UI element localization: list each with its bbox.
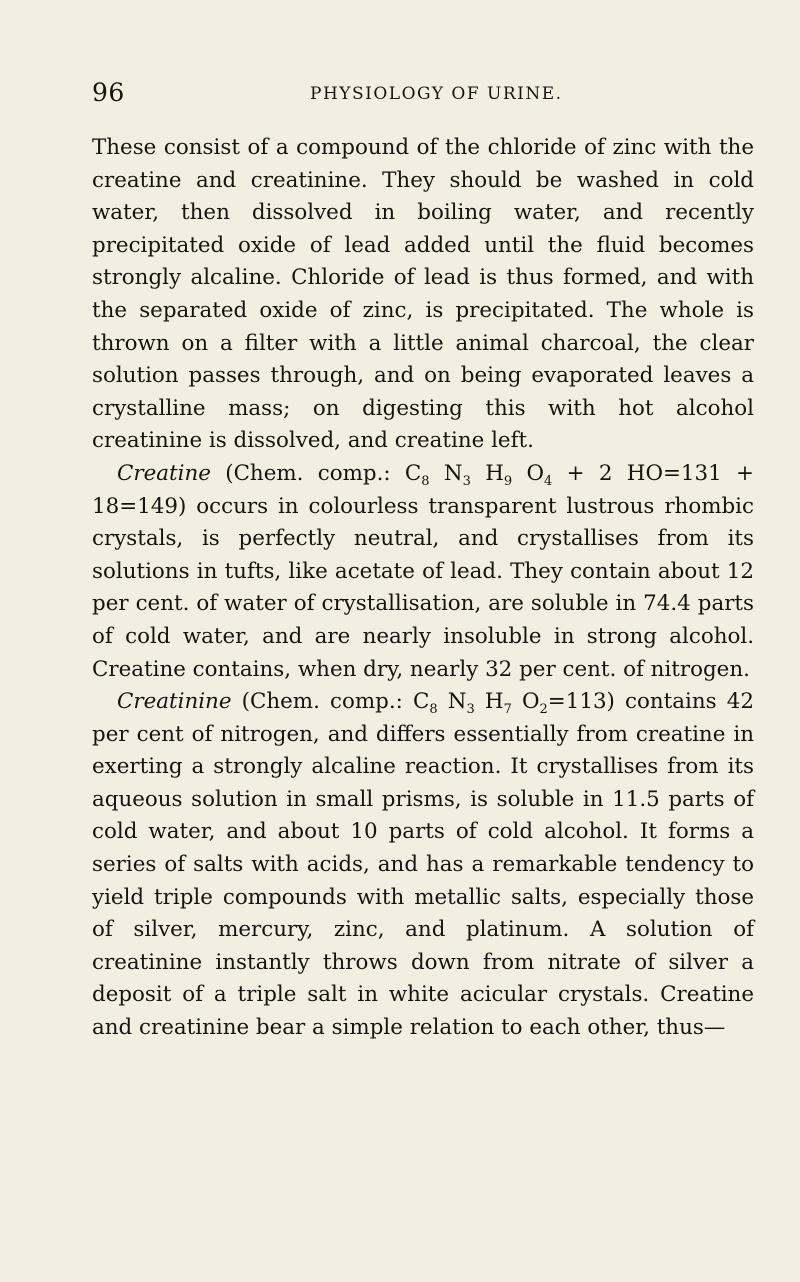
term-creatine: Creatine	[117, 460, 211, 486]
paragraph-creatine	[92, 458, 754, 686]
creatinine-description: contains 42 per cent of nitrogen, and differs essentially from creatine in exerting a strongly alcaline reaction. It crystallises from its aqueous solution in small prisms, is soluble in 11.5 parts of cold water, and about 10 parts of cold alcohol. It forms a series of salts with acids, and has a remarkable tendency to yield triple compounds with metallic salts, especially those of silver, mercury, zinc, and platinum. A solution of creatinine instantly throws down from nitrate of silver a deposit of a triple salt in white acicular crystals. Creatine and creatinine bear a simple relation to each other, thus—	[92, 689, 754, 1041]
paragraph-creatinine	[92, 686, 754, 1045]
page-header	[92, 78, 754, 112]
page-number: 96	[92, 78, 125, 107]
creatine-description: occurs in colourless transparent lustrous rhombic crystals, is perfectly neutral, and crystallises from its solutions in tufts, like acetate of lead. They contain about 12 per cent. of water of crystallisation, are soluble in 74.4 parts of cold water, and are nearly insoluble in strong alcohol. Creatine contains, when dry, nearly 32 per cent. of nitrogen.	[92, 493, 754, 682]
formula-creatine: (Chem. comp.: $C_8$ $N_3$ $H_9$ $O_4 + 2$ HO=131 + 18=149)	[92, 460, 754, 519]
formula-creatinine: (Chem. comp.: $C_8$ $N_3$ $H_7$ $O_2=113$)	[241, 689, 615, 718]
running-title: PHYSIOLOGY OF URINE.	[310, 84, 563, 104]
term-creatinine: Creatinine	[117, 689, 232, 715]
paragraph-chloride-of-zinc: These consist of a compound of the chloride of zinc with the creatine and creatinine. They should be washed in cold water, then dissolved in boiling water, and recently precipitated oxide of lead added until the fluid becomes strongly alcaline. Chloride of lead is thus formed, and with the separated oxide of zinc, is precipitated. The whole is thrown on a filter with a little animal charcoal, the clear solution passes through, and on being evaporated leaves a crystalline mass; on digesting this with hot alcohol creatinine is dissolved, and creatine left.	[92, 135, 754, 454]
body-text	[92, 132, 754, 1045]
